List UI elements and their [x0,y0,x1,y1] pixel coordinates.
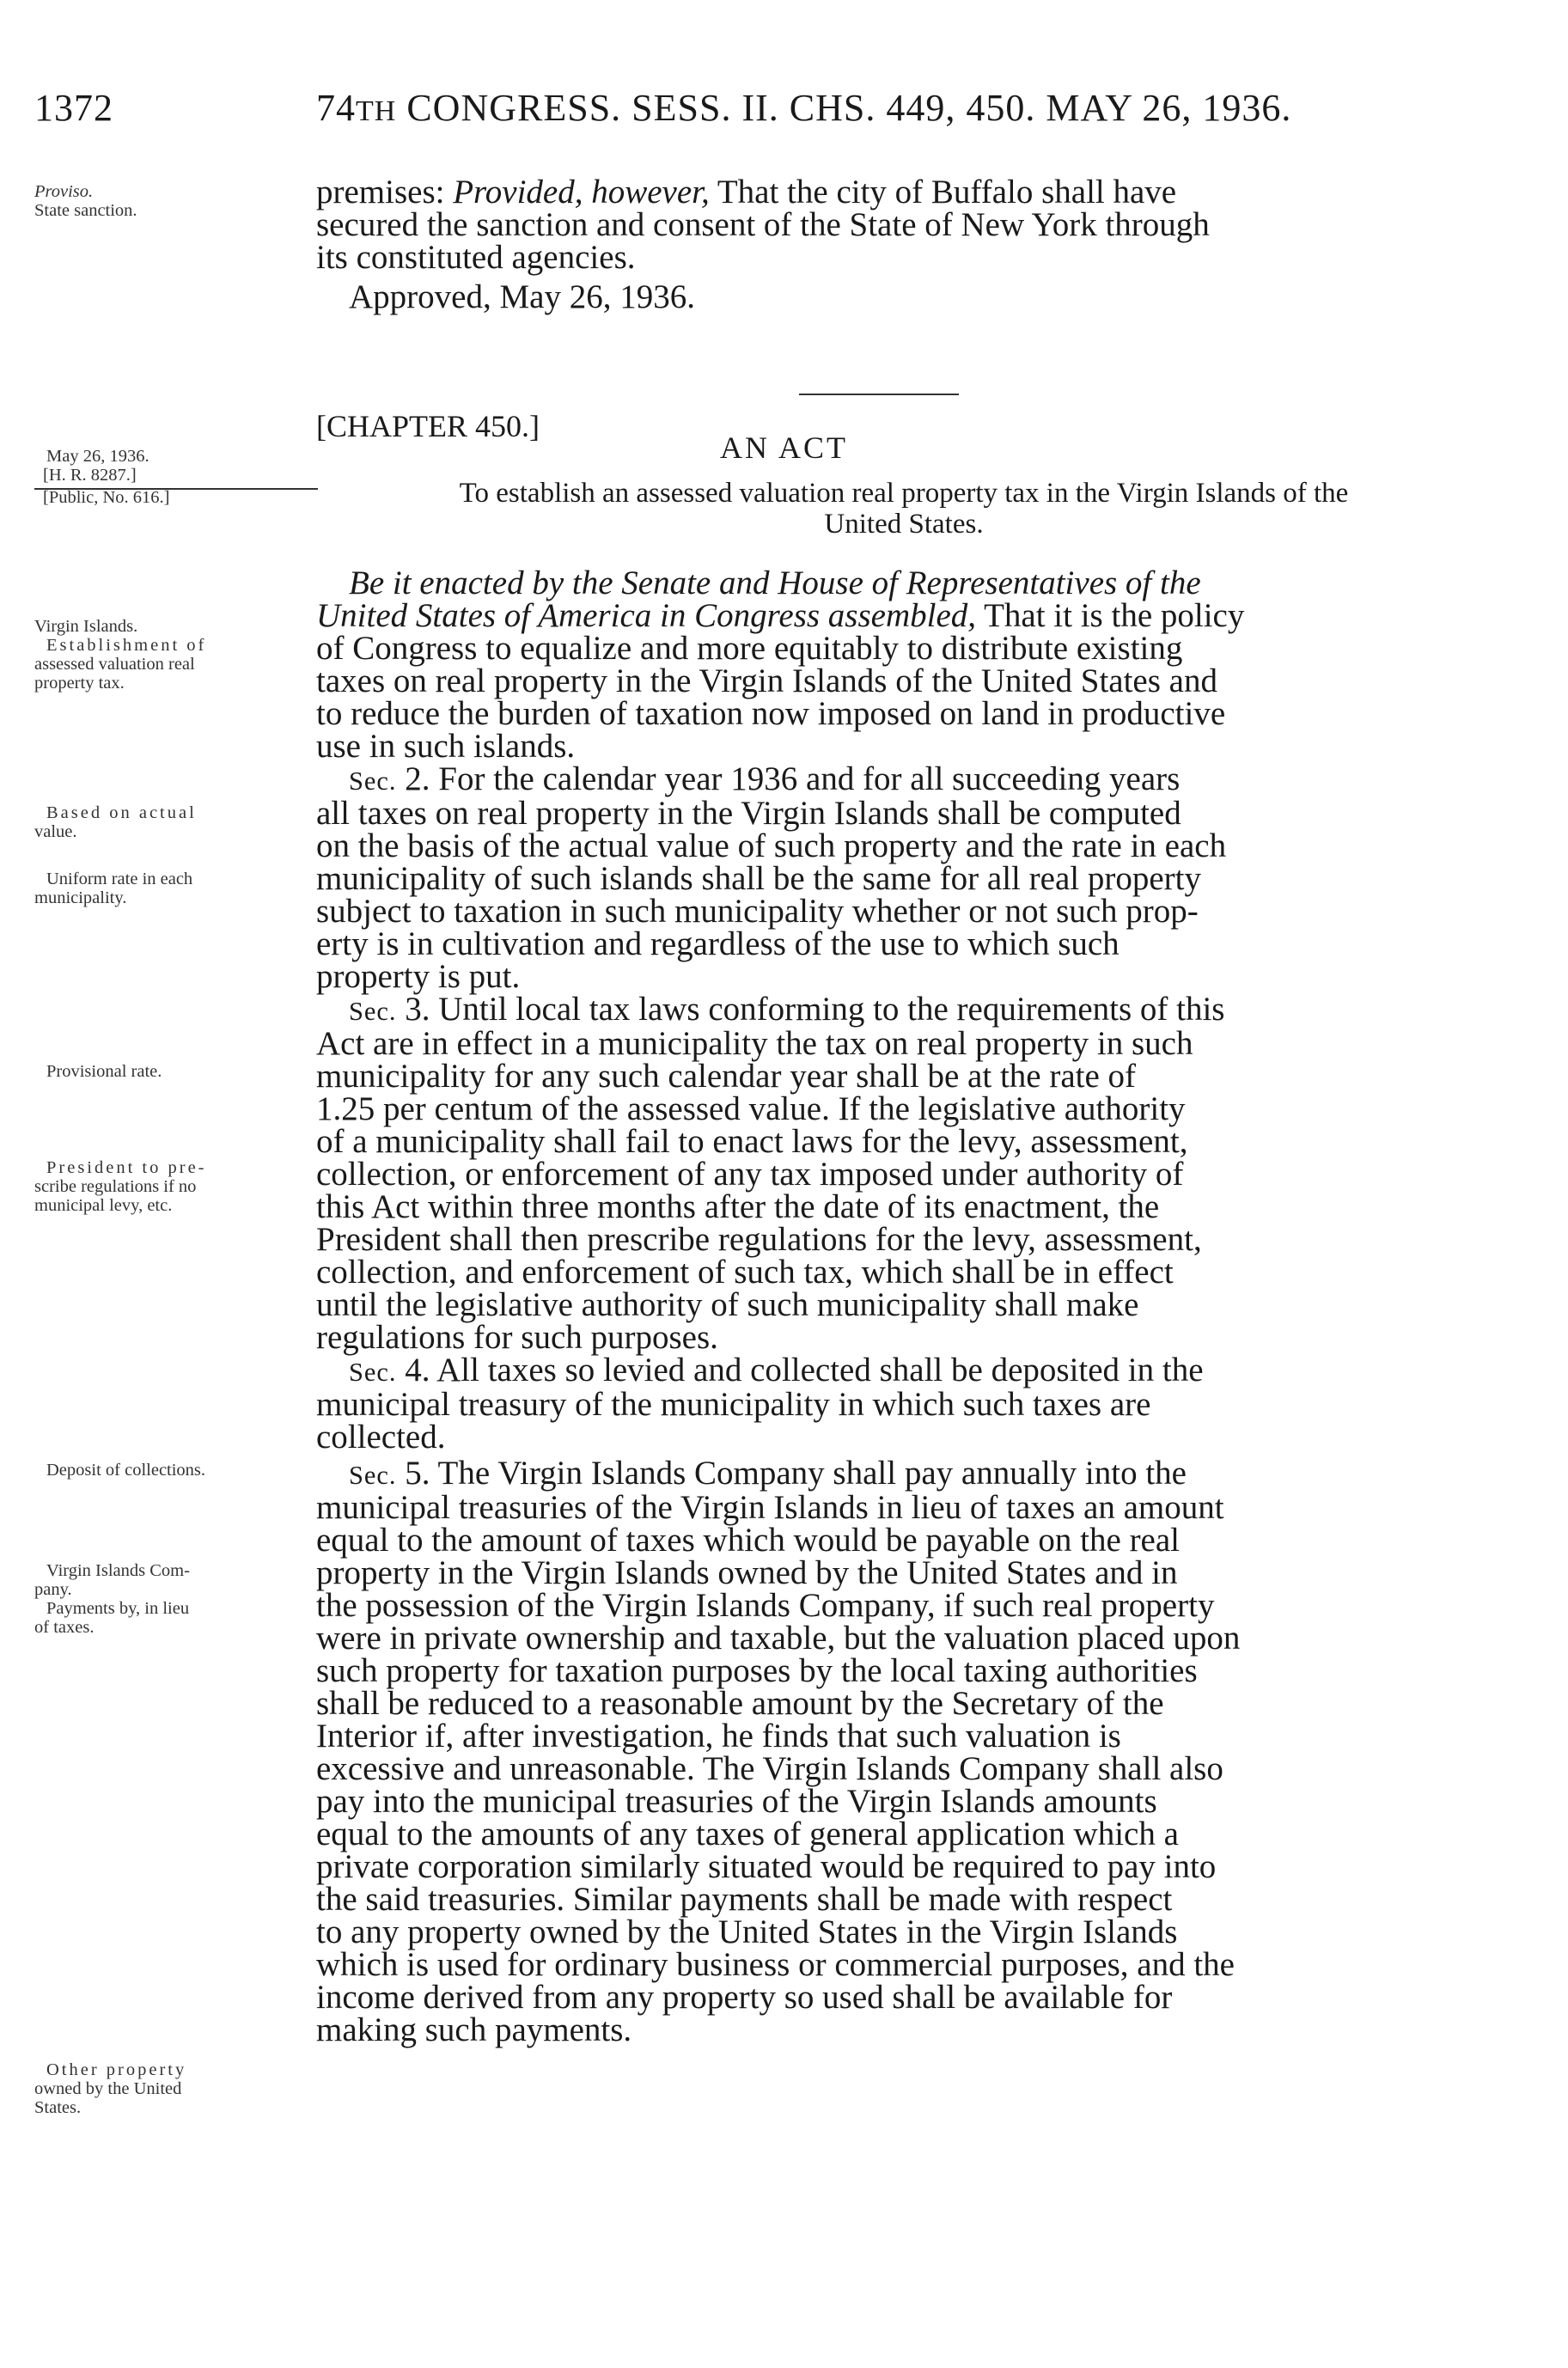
text-line: To establish an assessed valuation real property tax in the Virgin Islands of the [459,478,1349,509]
margin-note-line: Establishment of [46,636,207,655]
text-line: of a municipality shall fail to enact laws for the levy, assessment, [316,1123,1188,1160]
act-body [316,567,1492,2047]
text-line: such property for taxation purposes by the local taxing authorities [316,1652,1198,1689]
text-line: on the basis of the actual value of such property and the rate in each [316,827,1227,864]
page-header [0,86,1568,137]
running-head [316,86,1291,130]
act-title [316,478,1492,540]
margin-note-based [34,803,309,841]
text-line: equal to the amount of taxes which would be payable on the real [316,1522,1181,1559]
margin-note-line: assessed valuation real [34,655,195,674]
margin-note-line: Proviso. [34,182,94,201]
text-line: Interior if, after investigation, he finds that such valuation is [316,1718,1121,1755]
section-2-start: Sec. 2. For the calendar year 1936 and for all succeeding years [349,760,1181,797]
text-line: property is put. [316,958,521,995]
text-line: making such payments. [316,2011,632,2048]
margin-note-line: value. [34,822,77,841]
text-line: the said treasuries. Similar payments shall be made with respect [316,1881,1173,1918]
congress-number: 74 [316,87,356,129]
text-line: President shall then prescribe regulations for the levy, assessment, [316,1221,1202,1258]
text-line: 1.25 per centum of the assessed value. If the legislative authority [316,1090,1186,1127]
page-number: 1372 [34,87,113,129]
text-line: until the legislative authority of such municipality shall make [316,1286,1139,1323]
margin-note-provisional [34,1062,309,1081]
section-5-start: Sec. 5. The Virgin Islands Company shall pay annually into the [349,1455,1187,1492]
margin-note-line: property tax. [34,674,125,693]
text-line: to reduce the burden of taxation now imposed on land in productive [316,695,1226,732]
text-line: shall be reduced to a reasonable amount by the Secretary of the [316,1685,1164,1722]
margin-note-establishment [34,617,309,693]
text-line: to any property owned by the United States in the Virgin Islands [316,1913,1178,1950]
text-line: all taxes on real property in the Virgin Islands shall be computed [316,795,1181,832]
margin-note-president [34,1158,309,1215]
text-line: collection, and enforcement of such tax, which shall be in effect [316,1254,1174,1291]
text-line: taxes on real property in the Virgin Islands of the United States and [316,662,1217,699]
text-line: equal to the amounts of any taxes of general application which a [316,1816,1179,1852]
margin-note-hr: [H. R. 8287.] [43,466,137,485]
text-line: which is used for ordinary business or commercial purposes, and the [316,1946,1235,1983]
margin-note-line: owned by the United [34,2079,182,2098]
text-line: municipal treasuries of the Virgin Islands in lieu of taxes an amount [316,1489,1224,1526]
margin-note-line: pany. [34,1580,72,1599]
margin-note-line: President to pre- [46,1158,207,1177]
premises-paragraph [316,176,1492,314]
margin-note-line: Deposit of collections. [46,1461,206,1480]
margin-note-proviso [34,182,309,220]
text-line: income derived from any property so used shall be available for [316,1979,1173,2016]
margin-note-other-property [34,2060,309,2117]
margin-note-deposit [34,1461,309,1480]
margin-note-line: States. [34,2098,82,2117]
margin-note-line: Virgin Islands. [34,617,138,636]
section-4-start: Sec. 4. All taxes so levied and collected shall be deposited in the [349,1352,1204,1388]
text-line: its constituted agencies. [316,239,636,276]
text-line: United States. [824,509,984,540]
text-line: excessive and unreasonable. The Virgin Islands Company shall also [316,1750,1223,1787]
text-line: municipality of such islands shall be the same for all real property [316,860,1201,897]
margin-note-line: Provisional rate. [46,1062,162,1081]
margin-note-line: Based on actual [46,803,197,822]
text-line: this Act within three months after the date of its enactment, the [316,1188,1160,1225]
text-line: were in private ownership and taxable, but the valuation placed upon [316,1620,1241,1657]
margin-note-line: Payments by, in lieu [46,1599,190,1618]
margin-note-line: municipal levy, etc. [34,1196,173,1215]
section-3-start: Sec. 3. Until local tax laws conforming to the requirements of this [349,991,1225,1028]
text-line: secured the sanction and consent of the State of New York through [316,206,1210,243]
text-line: the possession of the Virgin Islands Company, if such real property [316,1587,1215,1624]
margin-note-line: Other property [46,2060,187,2079]
chapter-heading: [CHAPTER 450.] [316,409,540,443]
margin-note-line: municipality. [34,888,127,907]
text-line: private corporation similarly situated would be required to pay into [316,1848,1217,1885]
text-line: United States of America in Congress assembled, That it is the policy [316,597,1245,634]
margin-note-date: May 26, 1936. [46,447,149,466]
margin-note-line: State sanction. [34,201,137,220]
text-line: collected. [316,1419,446,1456]
text-line: pay into the municipal treasuries of the Virgin Islands amounts [316,1783,1157,1820]
text-line: collection, or enforcement of any tax imposed under authority of [316,1156,1184,1193]
text-line: Act are in effect in a municipality the tax on real property in such [316,1025,1193,1062]
approved-line: Approved, May 26, 1936. [349,278,695,315]
margin-note-line: of taxes. [34,1618,95,1637]
chapter-rule [799,394,959,395]
margin-note-uniform [34,870,309,907]
an-act-heading: AN ACT [719,430,848,465]
margin-note-line: Virgin Islands Com- [46,1561,190,1580]
running-head-text: CONGRESS. SESS. II. CHS. 449, 450. MAY 26, 1936. [406,87,1292,129]
text-line: of Congress to equalize and more equitably to distribute existing [316,630,1183,667]
text-line: municipality for any such calendar year shall be at the rate of [316,1058,1137,1095]
text-line: municipal treasury of the municipality in which such taxes are [316,1386,1151,1423]
margin-divider [34,488,318,490]
margin-note-line: scribe regulations if no [34,1177,197,1196]
text-line: use in such islands. [316,728,576,765]
text-line: erty is in cultivation and regardless of the use to which such [316,925,1120,962]
congress-ordinal: TH [356,95,397,127]
margin-note-line: Uniform rate in each [46,870,193,888]
text-line: regulations for such purposes. [316,1319,718,1356]
margin-note-company [34,1561,309,1637]
margin-note-public: [Public, No. 616.] [43,488,170,507]
text-line: Be it enacted by the Senate and House of Representatives of the [349,565,1201,601]
text-line: subject to taxation in such municipality whether or not such prop- [316,893,1199,930]
text-line: premises: Provided, however, That the city of Buffalo shall have [316,174,1177,211]
text-line: property in the Virgin Islands owned by the United States and in [316,1554,1178,1591]
